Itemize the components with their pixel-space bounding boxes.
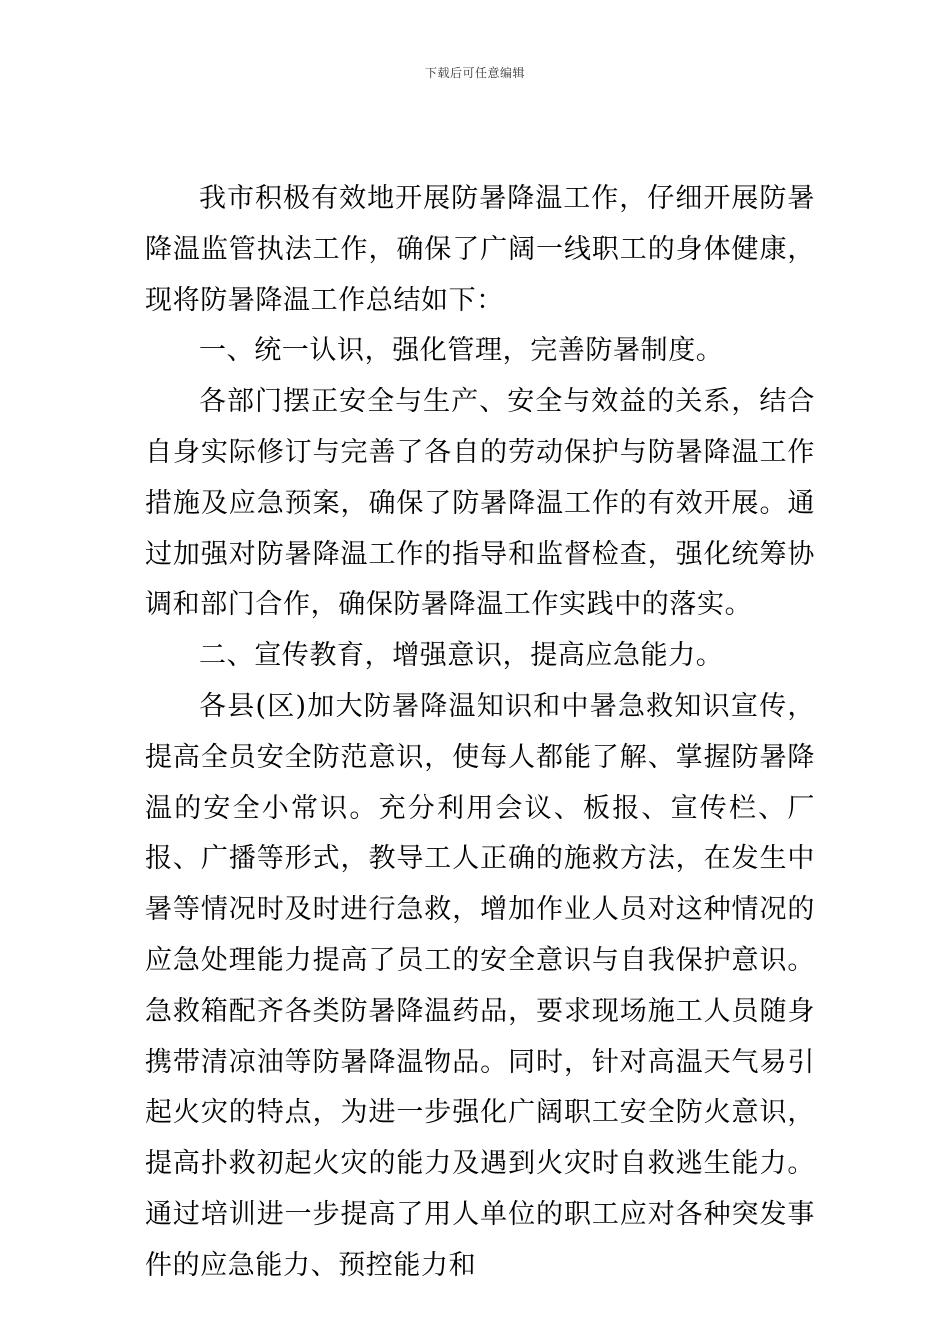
page-header-note: 下载后可任意编辑	[424, 66, 525, 80]
section-heading-1: 一、统一认识，强化管理，完善防暑制度。	[199, 335, 724, 367]
paragraph-section-1: 各部门摆正安全与生产、安全与效益的关系，结合自身实际修订与完善了各自的劳动保护与防暑降温工作措施及应急预案，确保了防暑降温工作的有效开展。通过加强对防暑降温工作的指导和监督检查，强化统筹协调和部门合作，确保防暑降温工作实践中的落实。	[145, 386, 815, 621]
paragraph-section-2: 各县(区)加大防暑降温知识和中暑急救知识宣传，提高全员安全防范意识，使每人都能了解、掌握防暑降温的安全小常识。充分利用会议、板报、宣传栏、厂报、广播等形式，教导工人正确的施救方法，在发生中暑等情况时及时进行急救，增加作业人员对这种情况的应急处理能力提高了员工的安全意识与自我保护意识。急救箱配齐各类防暑降温药品，要求现场施工人员随身携带清凉油等防暑降温物品。同时，针对高温天气易引起火灾的特点，为进一步强化广阔职工安全防火意识，提高扑救初起火灾的能力及遇到火灾时自救逃生能力。通过培训进一步提高了用人单位的职工应对各种突发事件的应急能力、预控能力和	[145, 690, 815, 1281]
paragraph-intro: 我市积极有效地开展防暑降温工作，仔细开展防暑降温监管执法工作，确保了广阔一线职工的身体健康，现将防暑降温工作总结如下：	[145, 183, 815, 316]
document-body	[145, 174, 815, 1292]
section-heading-2: 二、宣传教育，增强意识，提高应急能力。	[199, 640, 724, 672]
